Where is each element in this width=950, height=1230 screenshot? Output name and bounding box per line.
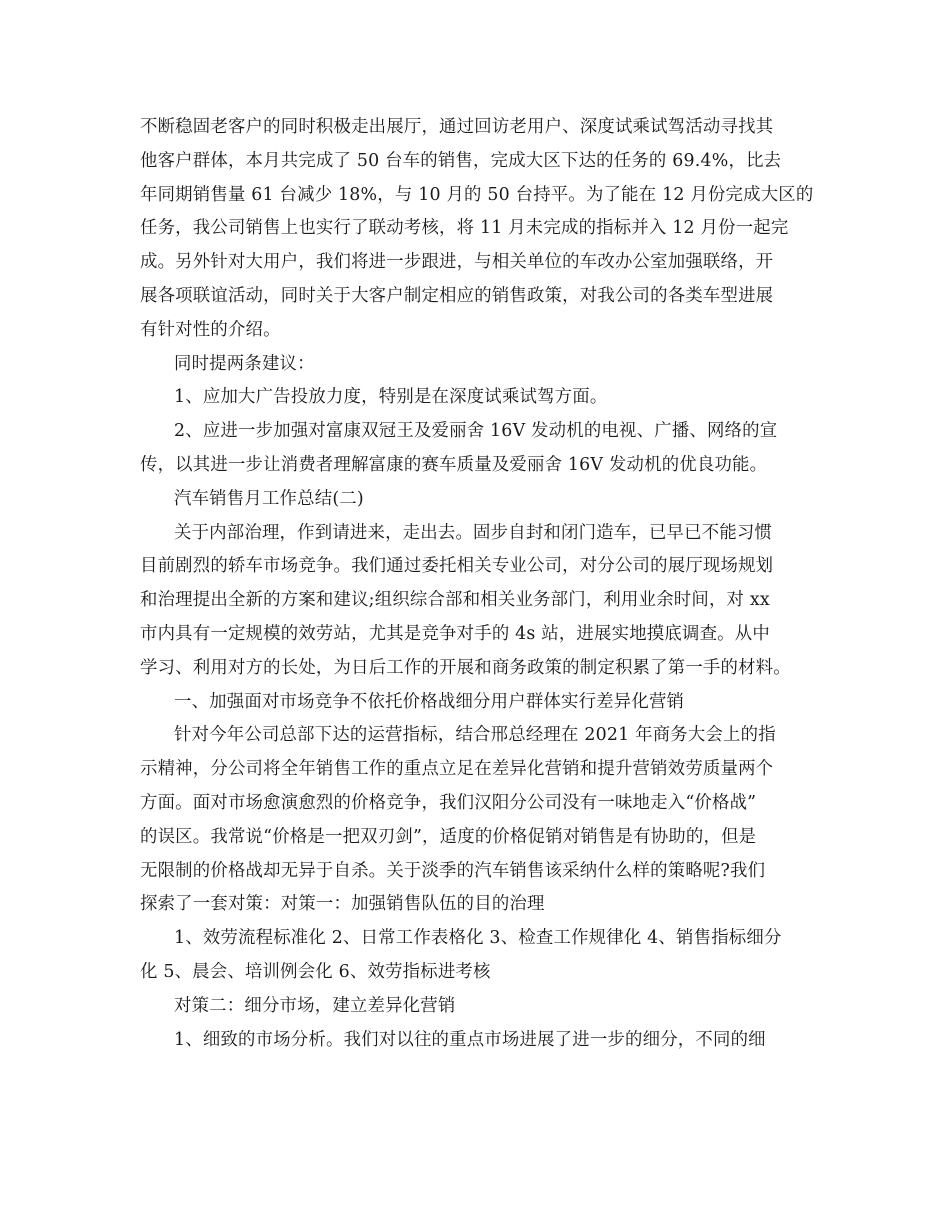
text-line: 一、加强面对市场竞争不依托价格战细分用户群体实行差异化营销 (174, 691, 685, 712)
text-line: 市内具有一定规模的效劳站，尤其是竞争对手的 4s 站，进展实地摸底调查。从中 (140, 623, 770, 644)
paragraph (140, 415, 826, 483)
text-line: 和治理提出全新的方案和建议;组织综合部和相关业务部门，利用业余时间，对 xx (140, 590, 770, 611)
text-line: 1、应加大广告投放力度，特别是在深度试乘试驾方面。 (174, 387, 608, 408)
paragraph (140, 111, 826, 348)
text-line: 任务，我公司销售上也实行了联动考核，将 11 月未完成的指标并入 12 月份一起完 (140, 218, 789, 239)
text-line: 年同期销售量 61 台减少 18%，与 10 月的 50 台持平。为了能在 12 月份完成大区的 (140, 184, 814, 205)
paragraph (140, 381, 826, 415)
text-line: 针对今年公司总部下达的运营指标，结合邢总经理在 2021 年商务大会上的指 (174, 725, 776, 746)
paragraph (140, 686, 826, 720)
paragraph (140, 719, 826, 922)
text-line: 关于内部治理，作到请进来，走出去。固步自封和闭门造车，已早已不能习惯 (174, 522, 773, 543)
text-line: 无限制的价格战却无异于自杀。关于淡季的汽车销售该采纳什么样的策略呢?我们 (140, 860, 766, 881)
document-body (140, 111, 826, 1057)
text-line: 对策二：细分市场，建立差异化营销 (174, 995, 456, 1016)
text-line: 同时提两条建议： (174, 353, 315, 374)
text-line: 的误区。我常说“价格是一把双刃剑”，适度的价格促销对销售是有协助的，但是 (140, 826, 757, 847)
text-line: 汽车销售月工作总结(二) (174, 488, 364, 509)
text-line: 化 5、晨会、培训例会化 6、效劳指标进考核 (140, 961, 491, 982)
text-line: 传，以其进一步让消费者理解富康的赛车质量及爱丽舍 16V 发动机的优良功能。 (140, 454, 768, 475)
paragraph (140, 348, 826, 382)
text-line: 学习、利用对方的长处，为日后工作的开展和商务政策的制定积累了第一手的材料。 (140, 657, 791, 678)
text-line: 探索了一套对策：对策一：加强销售队伍的目的治理 (140, 894, 545, 915)
text-line: 2、应进一步加强对富康双冠王及爱丽舍 16V 发动机的电视、广播、网络的宣 (174, 421, 778, 442)
text-line: 1、效劳流程标准化 2、日常工作表格化 3、检查工作规律化 4、销售指标细分 (174, 928, 782, 949)
paragraph (140, 922, 826, 990)
text-line: 目前剧烈的轿车市场竞争。我们通过委托相关专业公司，对分公司的展厅现场规划 (140, 556, 774, 577)
paragraph (140, 517, 826, 686)
paragraph (140, 483, 826, 517)
text-line: 1、细致的市场分析。我们对以往的重点市场进展了进一步的细分，不同的细 (174, 1029, 766, 1050)
text-line: 方面。面对市场愈演愈烈的价格竞争，我们汉阳分公司没有一味地走入“价格战” (140, 792, 757, 813)
text-line: 展各项联谊活动，同时关于大客户制定相应的销售政策，对我公司的各类车型进展 (140, 285, 774, 306)
text-line: 不断稳固老客户的同时积极走出展厅，通过回访老用户、深度试乘试驾活动寻找其 (140, 117, 774, 137)
text-line: 有针对性的介绍。 (140, 319, 281, 340)
paragraph (140, 990, 826, 1024)
text-line: 示精神，分公司将全年销售工作的重点立足在差异化营销和提升营销效劳质量两个 (140, 759, 774, 780)
text-line: 他客户群体，本月共完成了 50 台车的销售，完成大区下达的任务的 69.4%，比去 (140, 150, 782, 171)
text-line: 成。另外针对大用户，我们将进一步跟进，与相关单位的车改办公室加强联络，开 (140, 252, 774, 273)
paragraph (140, 1024, 826, 1058)
